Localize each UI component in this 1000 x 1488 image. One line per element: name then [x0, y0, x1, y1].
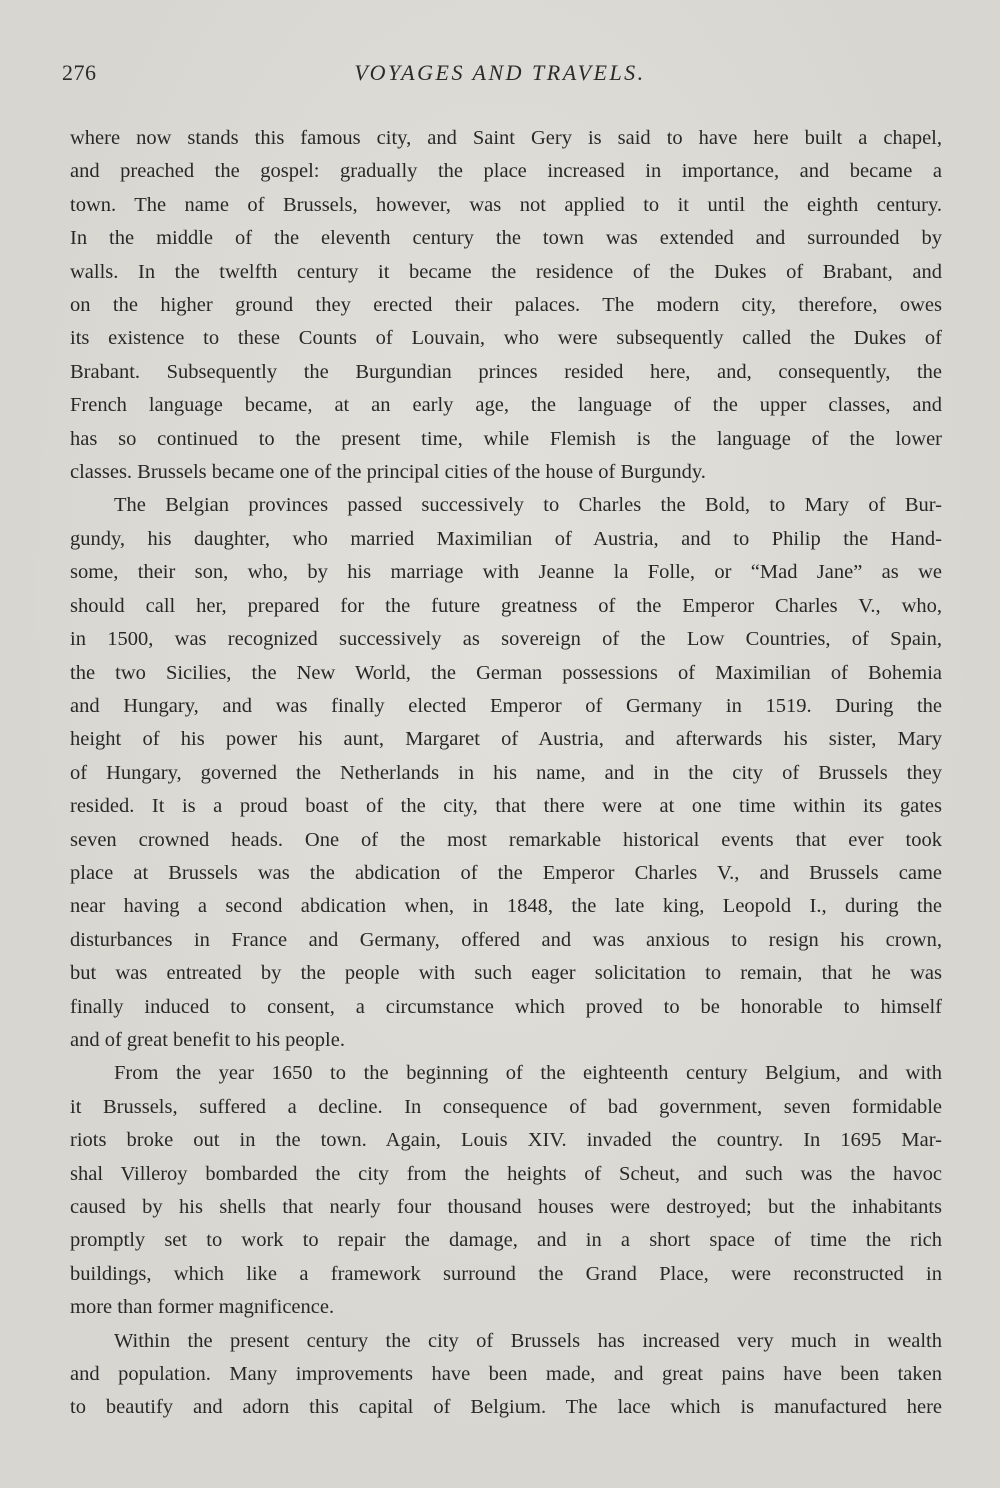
text-line: finally induced to consent, a circumstance which proved to be honorable to himself — [70, 995, 942, 1018]
body-text — [70, 122, 942, 1425]
text-line: and preached the gospel: gradually the place increased in importance, and became a — [70, 160, 942, 183]
text-line: Brabant. Subsequently the Burgundian princes resided here, and, consequently, the — [70, 360, 942, 383]
text-line: French language became, at an early age, the language of the upper classes, and — [70, 394, 942, 417]
text-line: the two Sicilies, the New World, the German possessions of Maximilian of Bohemia — [70, 661, 942, 684]
text-line: caused by his shells that nearly four thousand houses were destroyed; but the inhabitants — [70, 1196, 942, 1218]
text-line: has so continued to the present time, while Flemish is the language of the lower — [70, 427, 942, 450]
text-line: should call her, prepared for the future greatness of the Emperor Charles V., who, — [70, 594, 942, 617]
text-line: In the middle of the eleventh century the town was extended and surrounded by — [70, 227, 942, 250]
text-line: Within the present century the city of Brussels has increased very much in wealth — [114, 1329, 942, 1352]
paragraph-1 — [70, 122, 942, 489]
text-line: more than former magnificence. — [70, 1296, 335, 1319]
text-line: gundy, his daughter, who married Maximilian of Austria, and to Philip the Hand- — [70, 527, 942, 550]
text-line: where now stands this famous city, and Saint Gery is said to have here built a chapel, — [70, 127, 942, 149]
text-line: classes. Brussels became one of the principal cities of the house of Burgundy. — [70, 461, 706, 484]
paragraph-2 — [70, 489, 942, 1057]
text-line: to beautify and adorn this capital of Belgium. The lace which is manufactured here — [70, 1396, 942, 1419]
paragraph-4 — [70, 1325, 942, 1425]
text-line: its existence to these Counts of Louvain, who were subsequently called the Dukes of — [70, 327, 942, 350]
paragraph-3 — [70, 1057, 942, 1324]
running-title: VOYAGES AND TRAVELS. — [354, 60, 646, 85]
text-line: shal Villeroy bombarded the city from the heights of Scheut, and such was the havoc — [70, 1162, 942, 1185]
text-line: but was entreated by the people with such eager solicitation to remain, that he was — [70, 962, 942, 985]
text-line: disturbances in France and Germany, offered and was anxious to resign his crown, — [70, 928, 942, 951]
text-line: and of great benefit to his people. — [70, 1028, 345, 1051]
text-line: riots broke out in the town. Again, Louis XIV. invaded the country. In 1695 Mar- — [70, 1129, 942, 1152]
running-head — [62, 60, 938, 94]
text-line: near having a second abdication when, in 1848, the late king, Leopold I., during the — [70, 895, 942, 918]
text-line: resided. It is a proud boast of the city, that there were at one time within its gates — [70, 795, 942, 818]
text-line: place at Brussels was the abdication of the Emperor Charles V., and Brussels came — [70, 861, 942, 884]
page-number: 276 — [62, 60, 97, 85]
text-line: some, their son, who, by his marriage with Jeanne la Folle, or “Mad Jane” as we — [70, 561, 942, 584]
text-line: promptly set to work to repair the damage, and in a short space of time the rich — [70, 1229, 942, 1252]
text-line: height of his power his aunt, Margaret of Austria, and afterwards his sister, Mary — [70, 728, 942, 751]
text-line: The Belgian provinces passed successively to Charles the Bold, to Mary of Bur- — [114, 494, 942, 517]
text-line: seven crowned heads. One of the most remarkable historical events that ever took — [70, 828, 942, 851]
text-line: it Brussels, suffered a decline. In consequence of bad government, seven formidable — [70, 1095, 942, 1118]
text-line: walls. In the twelfth century it became the residence of the Dukes of Brabant, and — [70, 260, 942, 283]
text-line: From the year 1650 to the beginning of the eighteenth century Belgium, and with — [114, 1062, 942, 1085]
text-line: buildings, which like a framework surround the Grand Place, were reconstructed in — [70, 1262, 942, 1285]
text-line: of Hungary, governed the Netherlands in his name, and in the city of Brussels they — [70, 761, 942, 784]
text-line: on the higher ground they erected their palaces. The modern city, therefore, owes — [70, 294, 942, 317]
text-line: and population. Many improvements have been made, and great pains have been taken — [70, 1363, 942, 1386]
text-line: town. The name of Brussels, however, was not applied to it until the eighth century. — [70, 193, 942, 216]
text-line: in 1500, was recognized successively as sovereign of the Low Countries, of Spain, — [70, 628, 942, 651]
text-line: and Hungary, and was finally elected Emperor of Germany in 1519. During the — [70, 694, 942, 717]
